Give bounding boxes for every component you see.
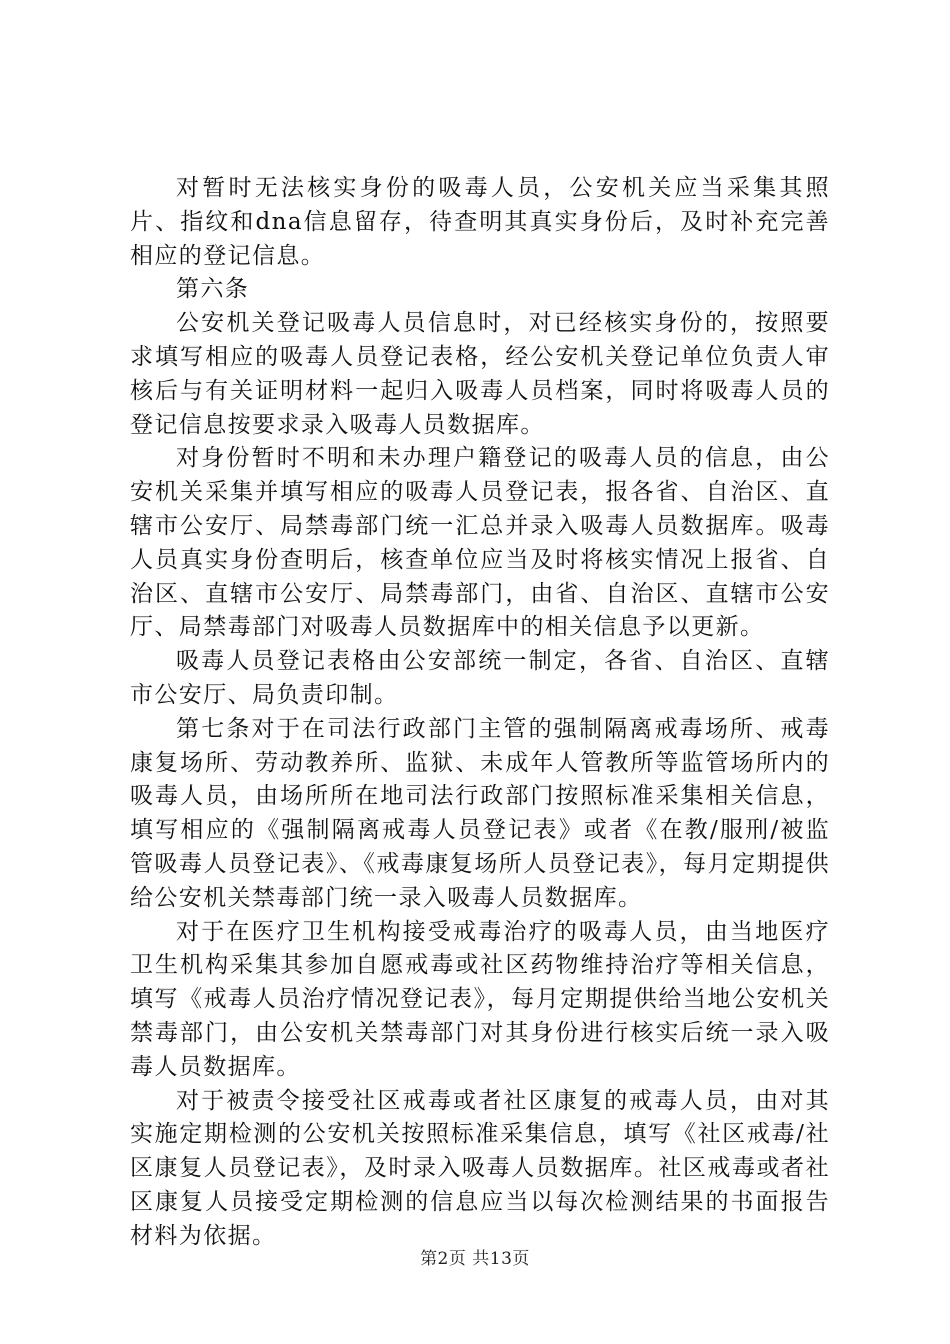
paragraph: 对身份暂时不明和未办理户籍登记的吸毒人员的信息，由公安机关采集并填写相应的吸毒人员登记表，报各省、自治区、直辖市公安厅、局禁毒部门统一汇总并录入吸毒人员数据库。吸毒人员真实身份查明后，核查单位应当及时将核实情况上报省、自治区、直辖市公安厅、局禁毒部门，由省、自治区、直辖市公安厅、局禁毒部门对吸毒人员数据库中的相关信息予以更新。 [130,445,830,641]
article-heading: 第六条 [176,276,250,303]
paragraph: 对暂时无法核实身份的吸毒人员，公安机关应当采集其照片、指纹和dna信息留存，待查明其真实身份后，及时补充完善相应的登记信息。 [130,175,830,269]
paragraph: 吸毒人员登记表格由公安部统一制定，各省、自治区、直辖市公安厅、局负责印制。 [130,648,830,708]
paragraph: 对于在医疗卫生机构接受戒毒治疗的吸毒人员，由当地医疗卫生机构采集其参加自愿戒毒或社区药物维持治疗等相关信息，填写《戒毒人员治疗情况登记表》，每月定期提供给当地公安机关禁毒部门，由公安机关禁毒部门对其身份进行核实后统一录入吸毒人员数据库。 [130,918,830,1080]
paragraph: 对于被责令接受社区戒毒或者社区康复的戒毒人员，由对其实施定期检测的公安机关按照标准采集信息，填写《社区戒毒/社区康复人员登记表》，及时录入吸毒人员数据库。社区戒毒或者社区康复人员接受定期检测的信息应当以每次检测结果的书面报告材料为依据。 [130,1087,830,1249]
document-body [130,172,830,1254]
paragraph: 公安机关登记吸毒人员信息时，对已经核实身份的，按照要求填写相应的吸毒人员登记表格，经公安机关登记单位负责人审核后与有关证明材料一起归入吸毒人员档案，同时将吸毒人员的登记信息按要求录入吸毒人员数据库。 [130,310,830,438]
paragraph: 第七条对于在司法行政部门主管的强制隔离戒毒场所、戒毒康复场所、劳动教养所、监狱、未成年人管教所等监管场所内的吸毒人员，由场所所在地司法行政部门按照标准采集相关信息，填写相应的《强制隔离戒毒人员登记表》或者《在教/服刑/被监管吸毒人员登记表》、《戒毒康复场所人员登记表》，每月定期提供给公安机关禁毒部门统一录入吸毒人员数据库。 [130,715,830,911]
page-number-footer: 第2页 共13页 [420,1249,530,1269]
